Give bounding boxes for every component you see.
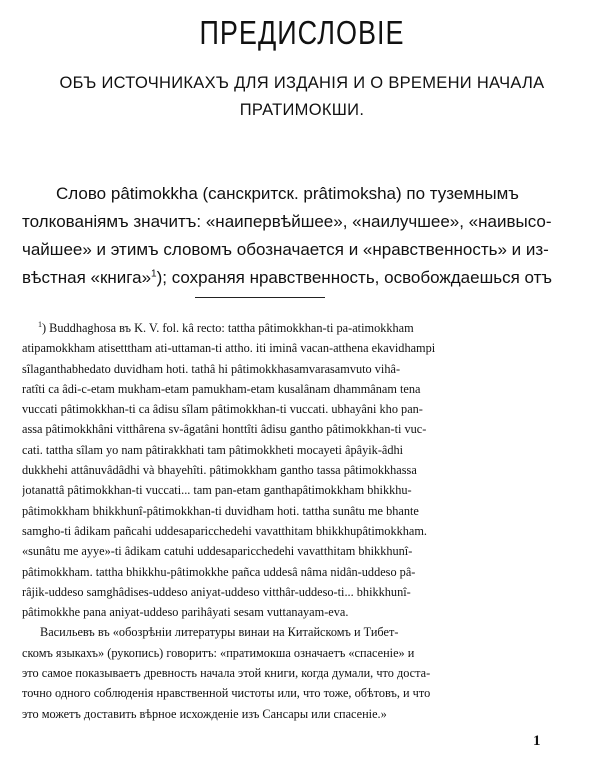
footnote-line: samgho-ti âdikam pañcahi uddesaparicchedehi vavatthitam bhikkhupâtimokkham. bbox=[22, 523, 427, 538]
page-number: 1 bbox=[533, 733, 541, 749]
footnote-block bbox=[22, 318, 582, 724]
footnote-marker: 1 bbox=[38, 319, 42, 329]
footnote-line: pâtimokkham. tattha bhikkhu-pâtimokkhe pañca uddesâ nâma nidân-uddeso pâ- bbox=[22, 564, 416, 579]
vasiliev-line: точно одного соблюденія нравственной чистоты или, что тоже, обѣтовъ, и что bbox=[22, 686, 431, 701]
vasiliev-line: это самое показываетъ древность начала этой книги, когда думали, что доста- bbox=[22, 666, 431, 681]
vasiliev-line: скомъ языкахъ» (рукопись) говоритъ: «пратимокша означаетъ «спасеніе» и bbox=[22, 645, 415, 660]
footnote-line: «sunâtu me ayye»-ti âdikam catuhi uddesaparicchedehi vavatthitam bhikkhunî- bbox=[22, 544, 413, 559]
body-line: Слово pâtimokkha (санскритск. prâtimoksha) по туземнымъ bbox=[56, 184, 519, 203]
footnote-line: pâtimokkham bhikkhunî-pâtimokkhan-ti duvidham hoti. tattha sunâtu me bhante bbox=[22, 503, 419, 518]
footnote-line: cati. tattha sîlam yo nam pâtirakkhati tam pâtimokkheti mocayeti âpâyik-âdhi bbox=[22, 442, 404, 457]
body-line: чайшее» и этимъ словомъ обозначается и «нравственность» и из- bbox=[22, 240, 549, 259]
body-line: толкованіямъ значитъ: «наипервѣйшее», «наилучшее», «наивысо- bbox=[22, 212, 552, 231]
footnote-line: vuccati pâtimokkhan-ti ca âdisu sîlam pâtimokkhan-ti vuccati. ubhayâni kho pan- bbox=[22, 402, 423, 417]
footnote-mark[interactable]: 1 bbox=[151, 268, 157, 280]
footnote-line: jotanattâ pâtimokkhan-ti vuccati... tam pan-etam ganthapâtimokkham bhikkhu- bbox=[22, 483, 412, 498]
footnote-line: dukkhehi attânuvâdâdhi và bhayehîti. pâtimokkham gantho tassa pâtimokkhassa bbox=[22, 463, 417, 478]
main-paragraph bbox=[22, 180, 584, 292]
subtitle-line: ПРАТИМОКШИ. bbox=[239, 101, 365, 119]
footnote-line: râjik-uddeso samghâdises-uddeso aniyat-uddeso vitthâr-uddeso-ti... bhikkhunî- bbox=[22, 584, 411, 599]
footnote-divider bbox=[195, 297, 325, 298]
body-line: вѣстная «книга»$^1$); сохраняя нравственность, освобождаешься отъ bbox=[22, 268, 552, 287]
footnote-line: pâtimokkhe pana aniyat-uddeso parihâyati sesam vuttanayam-eva. bbox=[22, 605, 349, 620]
subtitle-line: ОБЪ ИСТОЧНИКАХЪ ДЛЯ ИЗДАНІЯ И О ВРЕМЕНИ НАЧАЛА bbox=[59, 74, 545, 92]
subtitle bbox=[40, 70, 564, 124]
footnote-line: ratîti ca âdi-c-etam mukham-etam pamukham-etam kusalânam dhammânam tena bbox=[22, 381, 421, 396]
vasiliev-line: Васильевъ въ «обозрѣніи литературы винаи на Китайскомъ и Тибет- bbox=[40, 625, 399, 640]
footnote-line: atipamokkham atisetttham ati-uttaman-ti attho. iti iminâ vacan-atthena ekavidhampi bbox=[22, 341, 436, 356]
footnote-line: $^1$) Buddhaghosa въ K. V. fol. kâ recto: tattha pâtimokkhan-ti pa-atimokkham bbox=[38, 319, 414, 335]
footnote-line: assa pâtimokkhâni vitthârena sv-âgatâni honttîti âdisu gantho pâtimokkhan-ti vuc- bbox=[22, 422, 427, 437]
footnote-line: sîlaganthabhedato duvidham hoti. tathâ hi pâtimokkhasamvarasamvuto vihâ- bbox=[22, 361, 401, 376]
page-title: ПРЕДИСЛОВІЕ bbox=[199, 14, 405, 52]
vasiliev-line: это можетъ доставить вѣрное исхожденіе изъ Сансары или спасеніе.» bbox=[22, 706, 387, 721]
